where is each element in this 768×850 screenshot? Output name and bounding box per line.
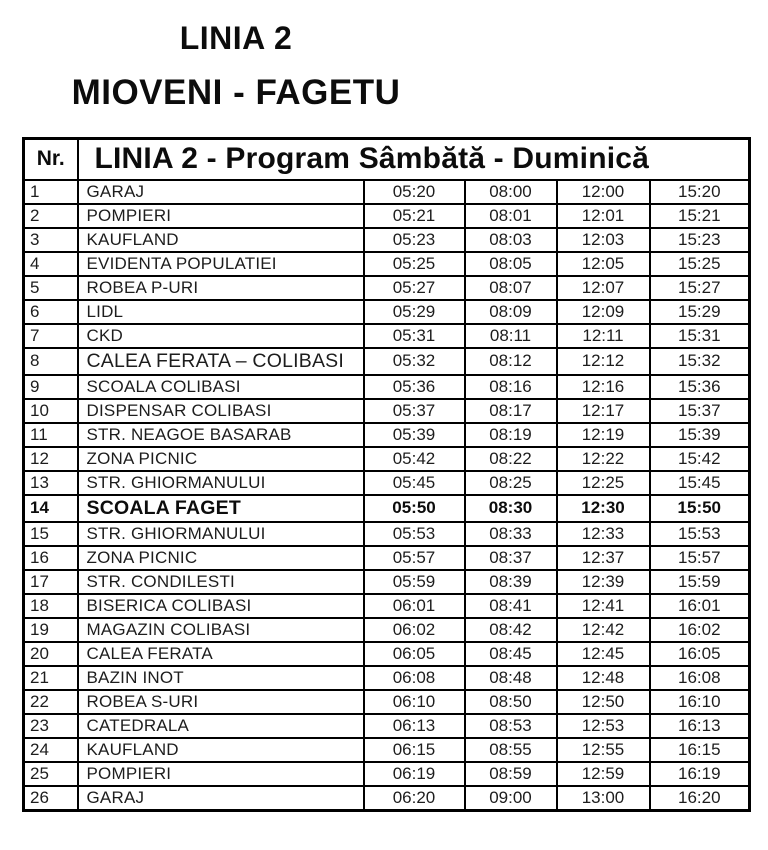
stop-name-cell: GARAJ bbox=[78, 786, 364, 811]
program-title-header: LINIA 2 - Program Sâmbătă - Duminică bbox=[78, 139, 750, 180]
row-number-cell: 1 bbox=[24, 180, 78, 204]
time-cell: 05:29 bbox=[364, 300, 465, 324]
time-cell: 15:27 bbox=[650, 276, 750, 300]
time-cell: 12:53 bbox=[557, 714, 650, 738]
row-number-cell: 4 bbox=[24, 252, 78, 276]
row-number-cell: 19 bbox=[24, 618, 78, 642]
time-cell: 12:11 bbox=[557, 324, 650, 348]
table-row bbox=[24, 690, 750, 714]
stop-name-cell: BISERICA COLIBASI bbox=[78, 594, 364, 618]
time-cell: 05:39 bbox=[364, 423, 465, 447]
table-row bbox=[24, 204, 750, 228]
stop-name-cell: CALEA FERATA bbox=[78, 642, 364, 666]
time-cell: 15:32 bbox=[650, 348, 750, 375]
row-number-cell: 15 bbox=[24, 522, 78, 546]
time-cell: 08:22 bbox=[465, 447, 557, 471]
time-cell: 12:59 bbox=[557, 762, 650, 786]
time-cell: 16:19 bbox=[650, 762, 750, 786]
table-row bbox=[24, 348, 750, 375]
time-cell: 16:13 bbox=[650, 714, 750, 738]
time-cell: 08:12 bbox=[465, 348, 557, 375]
time-cell: 15:59 bbox=[650, 570, 750, 594]
row-number-cell: 12 bbox=[24, 447, 78, 471]
time-cell: 16:15 bbox=[650, 738, 750, 762]
table-row bbox=[24, 423, 750, 447]
time-cell: 15:36 bbox=[650, 375, 750, 399]
table-row bbox=[24, 738, 750, 762]
time-cell: 06:02 bbox=[364, 618, 465, 642]
table-row bbox=[24, 375, 750, 399]
row-number-cell: 11 bbox=[24, 423, 78, 447]
row-number-cell: 18 bbox=[24, 594, 78, 618]
table-row bbox=[24, 471, 750, 495]
time-cell: 12:45 bbox=[557, 642, 650, 666]
row-number-cell: 14 bbox=[24, 495, 78, 522]
time-cell: 12:00 bbox=[557, 180, 650, 204]
time-cell: 06:01 bbox=[364, 594, 465, 618]
table-row bbox=[24, 180, 750, 204]
table-row bbox=[24, 252, 750, 276]
time-cell: 12:30 bbox=[557, 495, 650, 522]
time-cell: 06:15 bbox=[364, 738, 465, 762]
table-row bbox=[24, 324, 750, 348]
stop-name-cell: CATEDRALA bbox=[78, 714, 364, 738]
stop-name-cell: ROBEA S-URI bbox=[78, 690, 364, 714]
row-number-cell: 2 bbox=[24, 204, 78, 228]
stop-name-cell: SCOALA FAGET bbox=[78, 495, 364, 522]
time-cell: 12:16 bbox=[557, 375, 650, 399]
time-cell: 16:20 bbox=[650, 786, 750, 811]
row-number-cell: 17 bbox=[24, 570, 78, 594]
stop-name-cell: POMPIERI bbox=[78, 204, 364, 228]
time-cell: 08:55 bbox=[465, 738, 557, 762]
stop-name-cell: ZONA PICNIC bbox=[78, 546, 364, 570]
row-number-cell: 21 bbox=[24, 666, 78, 690]
time-cell: 12:05 bbox=[557, 252, 650, 276]
row-number-cell: 20 bbox=[24, 642, 78, 666]
table-row bbox=[24, 228, 750, 252]
timetable bbox=[22, 137, 751, 812]
timetable-header bbox=[24, 139, 750, 180]
row-number-cell: 23 bbox=[24, 714, 78, 738]
time-cell: 12:55 bbox=[557, 738, 650, 762]
row-number-cell: 9 bbox=[24, 375, 78, 399]
row-number-cell: 13 bbox=[24, 471, 78, 495]
time-cell: 08:50 bbox=[465, 690, 557, 714]
time-cell: 08:37 bbox=[465, 546, 557, 570]
time-cell: 05:32 bbox=[364, 348, 465, 375]
row-number-cell: 26 bbox=[24, 786, 78, 811]
time-cell: 15:29 bbox=[650, 300, 750, 324]
time-cell: 08:53 bbox=[465, 714, 557, 738]
table-row bbox=[24, 594, 750, 618]
time-cell: 06:20 bbox=[364, 786, 465, 811]
stop-name-cell: SCOALA COLIBASI bbox=[78, 375, 364, 399]
time-cell: 12:17 bbox=[557, 399, 650, 423]
time-cell: 15:42 bbox=[650, 447, 750, 471]
time-cell: 12:39 bbox=[557, 570, 650, 594]
table-row bbox=[24, 666, 750, 690]
time-cell: 08:05 bbox=[465, 252, 557, 276]
time-cell: 15:39 bbox=[650, 423, 750, 447]
stop-name-cell: STR. GHIORMANULUI bbox=[78, 522, 364, 546]
time-cell: 08:17 bbox=[465, 399, 557, 423]
time-cell: 05:20 bbox=[364, 180, 465, 204]
time-cell: 05:42 bbox=[364, 447, 465, 471]
time-cell: 08:00 bbox=[465, 180, 557, 204]
time-cell: 15:37 bbox=[650, 399, 750, 423]
time-cell: 12:41 bbox=[557, 594, 650, 618]
time-cell: 05:36 bbox=[364, 375, 465, 399]
table-row bbox=[24, 642, 750, 666]
time-cell: 08:48 bbox=[465, 666, 557, 690]
time-cell: 12:07 bbox=[557, 276, 650, 300]
table-row bbox=[24, 447, 750, 471]
time-cell: 13:00 bbox=[557, 786, 650, 811]
row-number-cell: 5 bbox=[24, 276, 78, 300]
stop-name-cell: STR. CONDILESTI bbox=[78, 570, 364, 594]
stop-name-cell: CALEA FERATA – COLIBASI bbox=[78, 348, 364, 375]
stop-name-cell: KAUFLAND bbox=[78, 228, 364, 252]
row-number-cell: 25 bbox=[24, 762, 78, 786]
table-row bbox=[24, 786, 750, 811]
time-cell: 12:48 bbox=[557, 666, 650, 690]
time-cell: 15:23 bbox=[650, 228, 750, 252]
time-cell: 08:19 bbox=[465, 423, 557, 447]
timetable-body bbox=[24, 180, 750, 811]
time-cell: 06:19 bbox=[364, 762, 465, 786]
stop-name-cell: KAUFLAND bbox=[78, 738, 364, 762]
time-cell: 06:10 bbox=[364, 690, 465, 714]
time-cell: 08:16 bbox=[465, 375, 557, 399]
time-cell: 12:25 bbox=[557, 471, 650, 495]
time-cell: 12:09 bbox=[557, 300, 650, 324]
time-cell: 15:21 bbox=[650, 204, 750, 228]
time-cell: 12:50 bbox=[557, 690, 650, 714]
time-cell: 05:31 bbox=[364, 324, 465, 348]
time-cell: 12:01 bbox=[557, 204, 650, 228]
time-cell: 15:20 bbox=[650, 180, 750, 204]
table-row bbox=[24, 399, 750, 423]
time-cell: 16:01 bbox=[650, 594, 750, 618]
row-number-cell: 16 bbox=[24, 546, 78, 570]
time-cell: 08:41 bbox=[465, 594, 557, 618]
stop-name-cell: ROBEA P-URI bbox=[78, 276, 364, 300]
time-cell: 08:59 bbox=[465, 762, 557, 786]
table-row bbox=[24, 618, 750, 642]
time-cell: 08:03 bbox=[465, 228, 557, 252]
stop-name-cell: MAGAZIN COLIBASI bbox=[78, 618, 364, 642]
time-cell: 15:53 bbox=[650, 522, 750, 546]
time-cell: 05:23 bbox=[364, 228, 465, 252]
time-cell: 08:39 bbox=[465, 570, 557, 594]
time-cell: 05:53 bbox=[364, 522, 465, 546]
table-row bbox=[24, 570, 750, 594]
time-cell: 12:22 bbox=[557, 447, 650, 471]
table-row bbox=[24, 522, 750, 546]
time-cell: 15:50 bbox=[650, 495, 750, 522]
stop-name-cell: DISPENSAR COLIBASI bbox=[78, 399, 364, 423]
row-number-cell: 24 bbox=[24, 738, 78, 762]
time-cell: 15:31 bbox=[650, 324, 750, 348]
table-row bbox=[24, 276, 750, 300]
row-number-cell: 6 bbox=[24, 300, 78, 324]
row-number-cell: 10 bbox=[24, 399, 78, 423]
time-cell: 05:25 bbox=[364, 252, 465, 276]
stop-name-cell: EVIDENTA POPULATIEI bbox=[78, 252, 364, 276]
time-cell: 05:57 bbox=[364, 546, 465, 570]
time-cell: 08:33 bbox=[465, 522, 557, 546]
time-cell: 08:07 bbox=[465, 276, 557, 300]
row-number-cell: 3 bbox=[24, 228, 78, 252]
time-cell: 12:37 bbox=[557, 546, 650, 570]
time-cell: 12:42 bbox=[557, 618, 650, 642]
row-number-cell: 8 bbox=[24, 348, 78, 375]
table-row bbox=[24, 495, 750, 522]
stop-name-cell: STR. NEAGOE BASARAB bbox=[78, 423, 364, 447]
table-row bbox=[24, 546, 750, 570]
stop-name-cell: STR. GHIORMANULUI bbox=[78, 471, 364, 495]
time-cell: 08:45 bbox=[465, 642, 557, 666]
table-row bbox=[24, 714, 750, 738]
time-cell: 15:45 bbox=[650, 471, 750, 495]
stop-name-cell: CKD bbox=[78, 324, 364, 348]
nr-column-header: Nr. bbox=[24, 139, 78, 180]
time-cell: 06:13 bbox=[364, 714, 465, 738]
page-title-line-number: LINIA 2 bbox=[179, 20, 293, 56]
stop-name-cell: GARAJ bbox=[78, 180, 364, 204]
table-row bbox=[24, 762, 750, 786]
row-number-cell: 7 bbox=[24, 324, 78, 348]
time-cell: 16:05 bbox=[650, 642, 750, 666]
time-cell: 08:01 bbox=[465, 204, 557, 228]
time-cell: 06:08 bbox=[364, 666, 465, 690]
stop-name-cell: ZONA PICNIC bbox=[78, 447, 364, 471]
time-cell: 15:57 bbox=[650, 546, 750, 570]
time-cell: 12:19 bbox=[557, 423, 650, 447]
time-cell: 16:08 bbox=[650, 666, 750, 690]
time-cell: 12:12 bbox=[557, 348, 650, 375]
page-header bbox=[0, 0, 472, 113]
table-row bbox=[24, 300, 750, 324]
time-cell: 05:27 bbox=[364, 276, 465, 300]
stop-name-cell: BAZIN INOT bbox=[78, 666, 364, 690]
time-cell: 05:45 bbox=[364, 471, 465, 495]
time-cell: 16:02 bbox=[650, 618, 750, 642]
time-cell: 08:09 bbox=[465, 300, 557, 324]
time-cell: 16:10 bbox=[650, 690, 750, 714]
time-cell: 05:21 bbox=[364, 204, 465, 228]
stop-name-cell: LIDL bbox=[78, 300, 364, 324]
time-cell: 15:25 bbox=[650, 252, 750, 276]
time-cell: 09:00 bbox=[465, 786, 557, 811]
time-cell: 06:05 bbox=[364, 642, 465, 666]
time-cell: 05:37 bbox=[364, 399, 465, 423]
time-cell: 08:30 bbox=[465, 495, 557, 522]
time-cell: 12:03 bbox=[557, 228, 650, 252]
time-cell: 08:42 bbox=[465, 618, 557, 642]
stop-name-cell: POMPIERI bbox=[78, 762, 364, 786]
time-cell: 05:59 bbox=[364, 570, 465, 594]
header-row bbox=[24, 139, 750, 180]
time-cell: 05:50 bbox=[364, 495, 465, 522]
time-cell: 12:33 bbox=[557, 522, 650, 546]
time-cell: 08:11 bbox=[465, 324, 557, 348]
time-cell: 08:25 bbox=[465, 471, 557, 495]
page-title-route: MIOVENI - FAGETU bbox=[71, 73, 401, 112]
row-number-cell: 22 bbox=[24, 690, 78, 714]
